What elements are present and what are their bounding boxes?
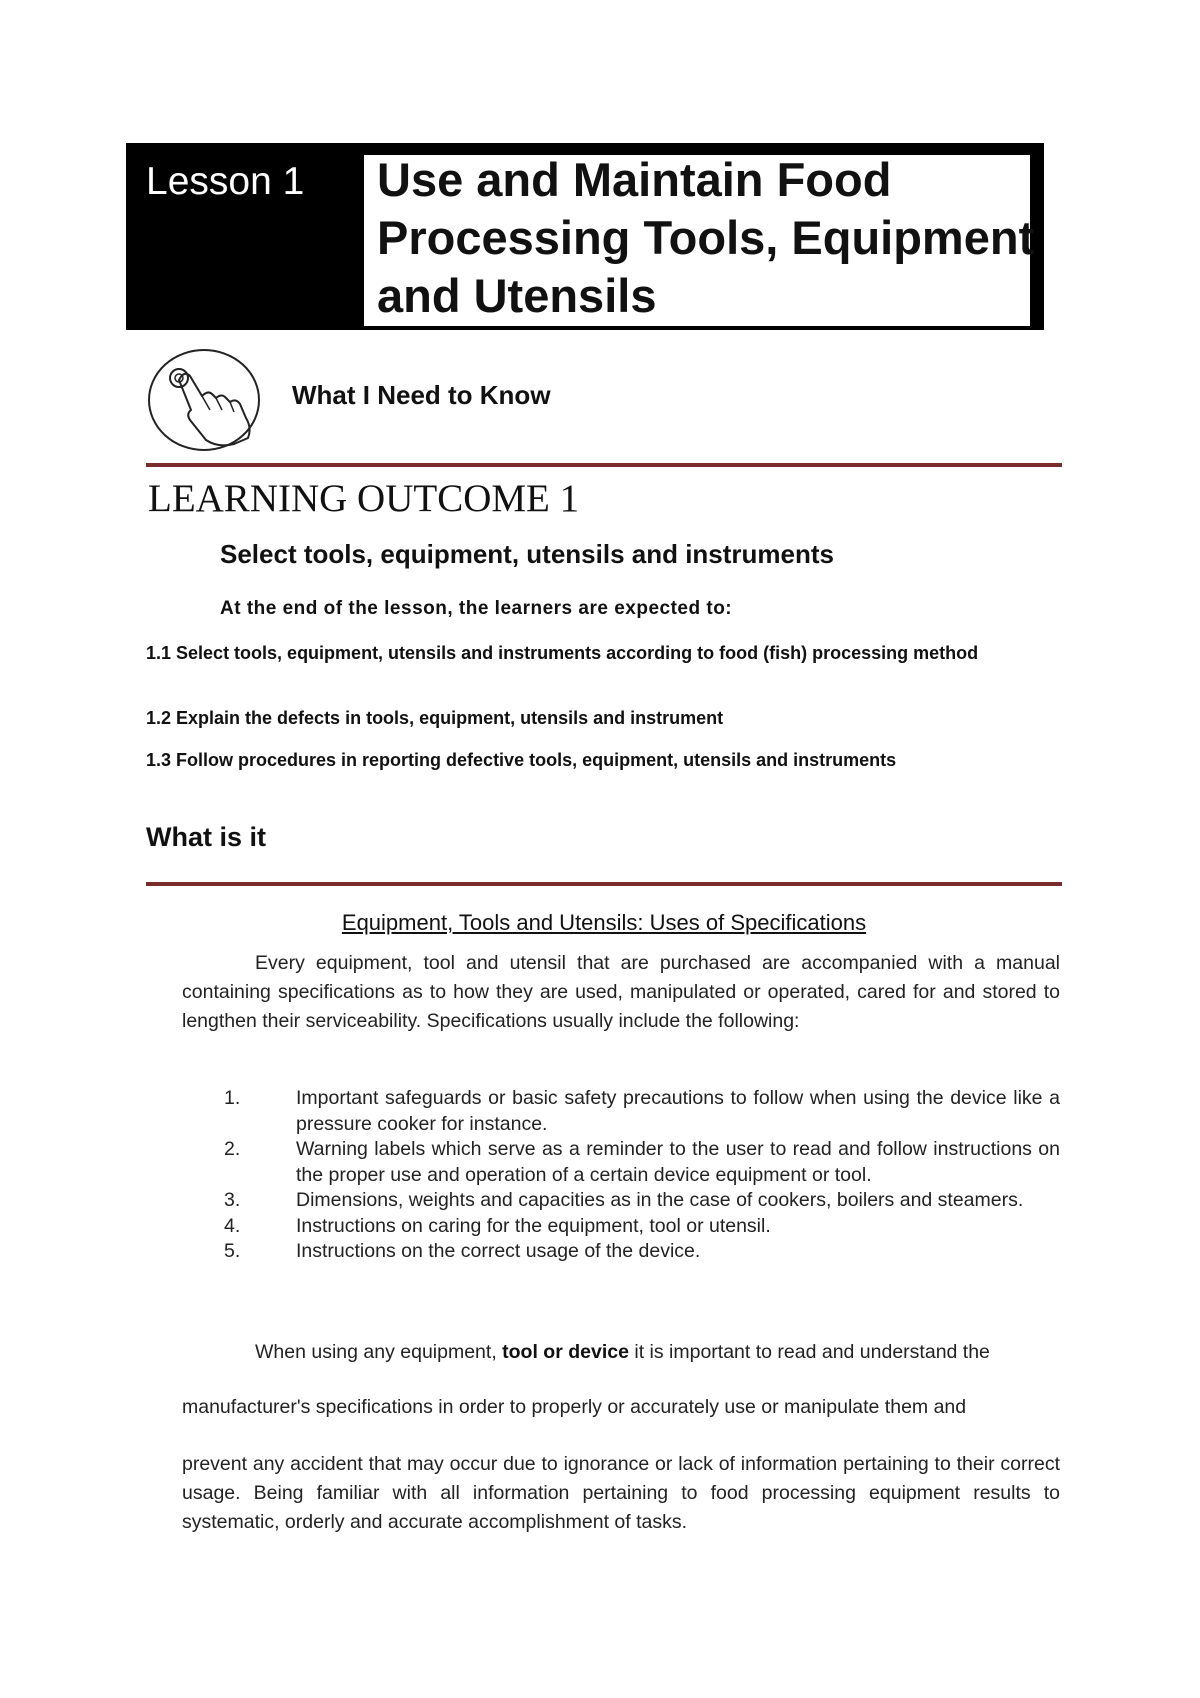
list-item: [224, 1188, 1060, 1214]
closing-paragraph: prevent any accident that may occur due to ignorance or lack of information pertaining to their correct usage. Being familiar with all information pertaining to food processing equipment results to systematic, orderly and accurate accomplishment of tasks.: [182, 1453, 1060, 1533]
list-item: [224, 1137, 1060, 1188]
list-number: 1.: [224, 1087, 241, 1109]
list-number: 5.: [224, 1240, 241, 1262]
need-to-know-heading: What I Need to Know: [292, 380, 551, 410]
closing-paragraph-line: manufacturer's specifications in order to properly or accurately use or manipulate them and: [182, 1396, 967, 1418]
objective-item: 1.2 Explain the defects in tools, equipment, utensils and instrument: [146, 708, 724, 728]
list-item: [224, 1214, 1060, 1240]
closing-paragraph-line: [255, 1340, 1061, 1366]
learning-outcome-title: LEARNING OUTCOME 1: [148, 477, 580, 520]
objective-item: 1.3 Follow procedures in reporting defective tools, equipment, utensils and instruments: [146, 750, 897, 770]
section-divider: [146, 882, 1062, 886]
closing-text: When using any equipment,: [255, 1341, 503, 1363]
objective-item: 1.1 Select tools, equipment, utensils and instruments according to food (fish) processing method: [146, 643, 979, 663]
list-text: Dimensions, weights and capacities as in the case of cookers, boilers and steamers.: [296, 1189, 1024, 1211]
specifications-list: [224, 1086, 1060, 1265]
intro-paragraph: Every equipment, tool and utensil that are purchased are accompanied with a manual containing specifications as to how they are used, manipulated or operated, cared for and stored to lengthen their serviceability. Specifications usually include the following:: [182, 952, 1060, 1032]
list-item: [224, 1086, 1060, 1137]
list-item: [224, 1239, 1060, 1265]
section-divider: [146, 463, 1062, 467]
section-title: Equipment, Tools and Utensils: Uses of Specifications: [341, 910, 867, 935]
list-number: 4.: [224, 1214, 241, 1237]
list-text: Instructions on the correct usage of the device.: [296, 1240, 701, 1262]
closing-bold-text: tool or device: [502, 1341, 629, 1363]
list-text: Warning labels which serve as a reminder to the user to read and follow instructions on the proper use and operation of a certain device equipment or tool.: [296, 1138, 1060, 1186]
lesson-label: Lesson 1: [146, 160, 305, 203]
closing-text: it is important to read and understand the: [628, 1341, 990, 1363]
expected-intro: At the end of the lesson, the learners are expected to:: [220, 598, 733, 619]
list-number: 3.: [224, 1189, 241, 1211]
hand-tap-icon: [146, 348, 262, 452]
list-number: 2.: [224, 1138, 241, 1160]
list-text: Instructions on caring for the equipment, tool or utensil.: [296, 1214, 771, 1237]
learning-outcome-subtitle: Select tools, equipment, utensils and instruments: [220, 539, 834, 569]
what-is-it-heading: What is it: [146, 822, 266, 852]
list-text: Important safeguards or basic safety precautions to follow when using the device like a pressure cooker for instance.: [296, 1087, 1060, 1135]
lesson-title: Use and Maintain Food Processing Tools, Equipment and Utensils: [377, 153, 1035, 322]
